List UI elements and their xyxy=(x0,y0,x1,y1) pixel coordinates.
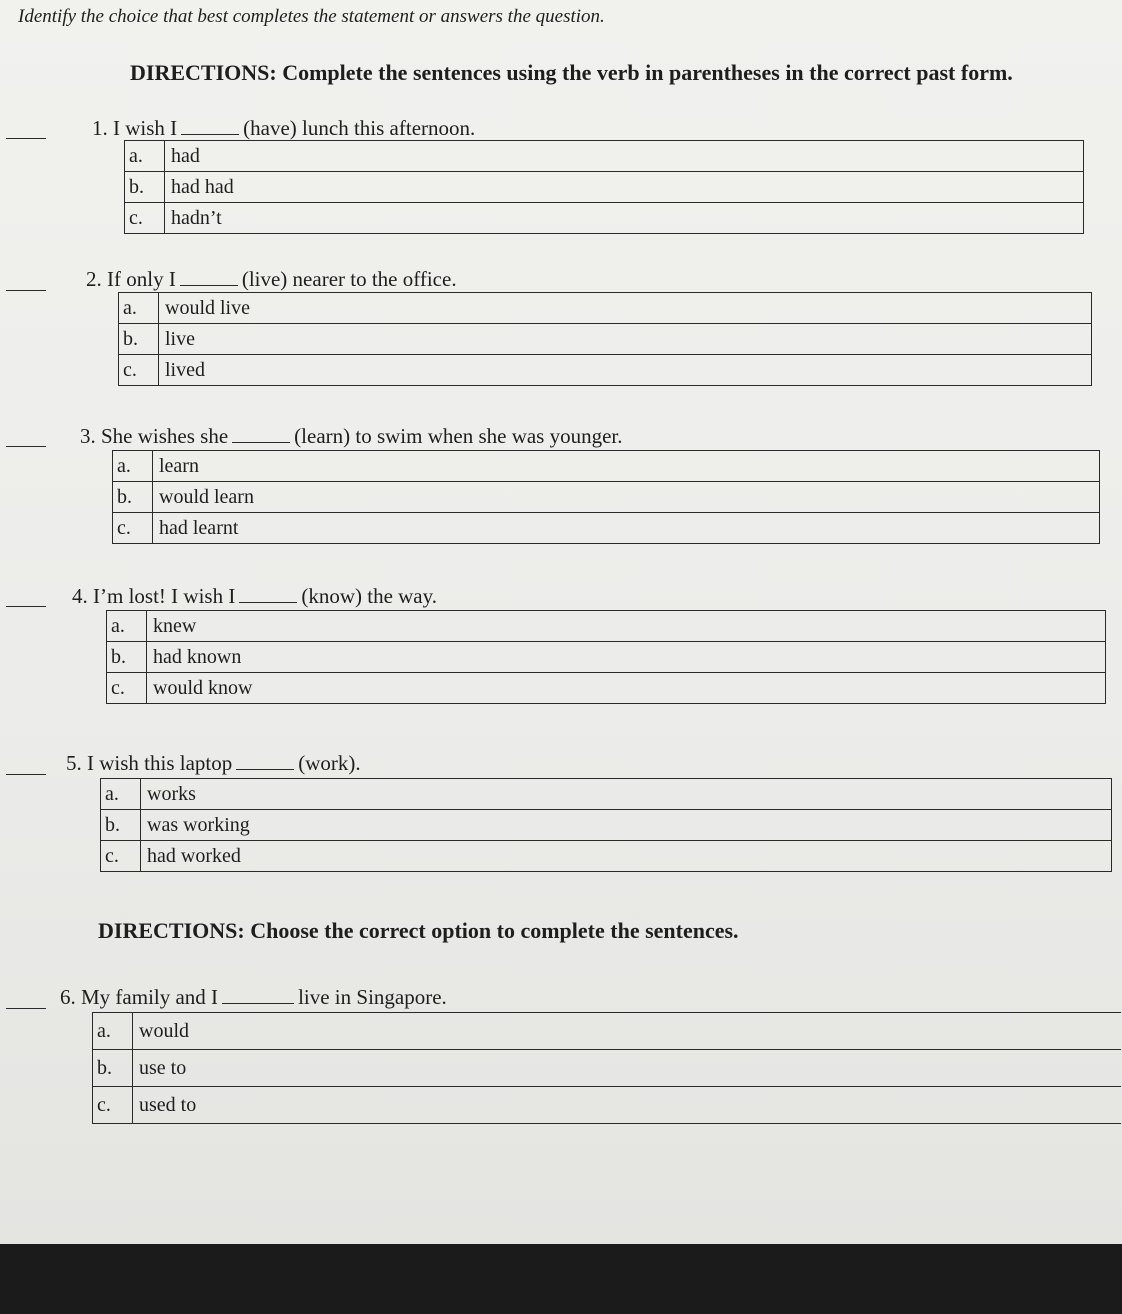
option-letter: c. xyxy=(101,841,141,871)
option-b[interactable] xyxy=(107,642,1105,673)
option-letter: b. xyxy=(107,642,147,672)
option-letter: a. xyxy=(93,1013,133,1049)
stem-after: (work). xyxy=(298,751,361,775)
option-text: would xyxy=(139,1019,189,1042)
option-b[interactable] xyxy=(101,810,1111,841)
option-a[interactable] xyxy=(113,451,1099,482)
option-text: had known xyxy=(153,645,242,668)
fill-blank xyxy=(239,601,297,603)
question-stem xyxy=(60,985,447,1010)
options-table xyxy=(106,610,1106,704)
stem-before: If only I xyxy=(107,267,176,291)
option-letter: b. xyxy=(101,810,141,840)
options-table xyxy=(118,292,1092,386)
option-letter: a. xyxy=(113,451,153,481)
question-number: 3. xyxy=(80,424,96,448)
option-letter: c. xyxy=(125,203,165,233)
option-letter: b. xyxy=(113,482,153,512)
option-text: live xyxy=(165,327,195,350)
answer-blank[interactable] xyxy=(6,774,46,775)
fill-blank xyxy=(222,1002,294,1004)
option-a[interactable] xyxy=(93,1013,1121,1050)
option-b[interactable] xyxy=(93,1050,1121,1087)
question-stem xyxy=(86,267,457,292)
option-letter: c. xyxy=(119,355,159,385)
answer-blank[interactable] xyxy=(6,446,46,447)
option-a[interactable] xyxy=(119,293,1091,324)
option-letter: a. xyxy=(119,293,159,323)
option-text: would know xyxy=(153,676,253,699)
option-letter: a. xyxy=(125,141,165,171)
option-a[interactable] xyxy=(125,141,1083,172)
answer-blank[interactable] xyxy=(6,606,46,607)
stem-before: I wish I xyxy=(113,116,178,140)
directions-heading-1: DIRECTIONS: Complete the sentences using the verb in parentheses in the correct past form. xyxy=(130,60,1013,85)
instruction-text: Identify the choice that best completes the statement or answers the question. xyxy=(18,6,605,27)
option-text: knew xyxy=(153,614,197,637)
option-letter: c. xyxy=(93,1087,133,1123)
option-letter: a. xyxy=(107,611,147,641)
fill-blank xyxy=(180,284,238,286)
option-letter: b. xyxy=(93,1050,133,1086)
directions-heading-2: DIRECTIONS: Choose the correct option to complete the sentences. xyxy=(98,918,739,943)
answer-blank[interactable] xyxy=(6,290,46,291)
option-b[interactable] xyxy=(119,324,1091,355)
question-number: 6. xyxy=(60,985,76,1009)
stem-after: (live) nearer to the office. xyxy=(241,267,457,291)
option-text: would live xyxy=(165,296,250,319)
options-table xyxy=(100,778,1112,872)
option-text: had had xyxy=(171,175,234,198)
option-text: learn xyxy=(159,454,199,477)
stem-before: I wish this laptop xyxy=(87,751,233,775)
stem-before: I’m lost! I wish I xyxy=(93,584,236,608)
stem-before: She wishes she xyxy=(101,424,229,448)
option-text: had learnt xyxy=(159,516,239,539)
question-number: 5. xyxy=(66,751,82,775)
question-number: 4. xyxy=(72,584,88,608)
question-stem xyxy=(72,584,437,609)
question-stem xyxy=(92,116,475,141)
stem-after: (know) the way. xyxy=(301,584,438,608)
option-c[interactable] xyxy=(125,203,1083,233)
option-text: works xyxy=(147,782,196,805)
option-c[interactable] xyxy=(93,1087,1121,1123)
stem-after: live in Singapore. xyxy=(298,985,447,1009)
option-text: used to xyxy=(139,1093,197,1116)
stem-after: (have) lunch this afternoon. xyxy=(243,116,476,140)
option-a[interactable] xyxy=(107,611,1105,642)
option-a[interactable] xyxy=(101,779,1111,810)
option-text: was working xyxy=(147,813,250,836)
answer-blank[interactable] xyxy=(6,1008,46,1009)
fill-blank xyxy=(181,133,239,135)
option-letter: c. xyxy=(113,513,153,543)
question-stem xyxy=(66,751,361,776)
option-text: lived xyxy=(165,358,205,381)
option-letter: c. xyxy=(107,673,147,703)
stem-before: My family and I xyxy=(81,985,219,1009)
stem-after: (learn) to swim when she was younger. xyxy=(294,424,623,448)
option-text: hadn’t xyxy=(171,206,222,229)
options-table xyxy=(124,140,1084,234)
question-stem xyxy=(80,424,623,449)
fill-blank xyxy=(236,768,294,770)
option-letter: a. xyxy=(101,779,141,809)
options-table xyxy=(92,1012,1121,1124)
option-c[interactable] xyxy=(113,513,1099,543)
option-c[interactable] xyxy=(107,673,1105,703)
option-letter: b. xyxy=(119,324,159,354)
options-table xyxy=(112,450,1100,544)
option-letter: b. xyxy=(125,172,165,202)
option-text: had xyxy=(171,144,200,167)
question-number: 2. xyxy=(86,267,102,291)
option-text: had worked xyxy=(147,844,241,867)
option-text: use to xyxy=(139,1056,187,1079)
question-number: 1. xyxy=(92,116,108,140)
fill-blank xyxy=(232,441,290,443)
option-c[interactable] xyxy=(119,355,1091,385)
option-c[interactable] xyxy=(101,841,1111,871)
option-b[interactable] xyxy=(113,482,1099,513)
answer-blank[interactable] xyxy=(6,138,46,139)
option-b[interactable] xyxy=(125,172,1083,203)
photo-background-edge xyxy=(0,1244,1122,1314)
option-text: would learn xyxy=(159,485,254,508)
